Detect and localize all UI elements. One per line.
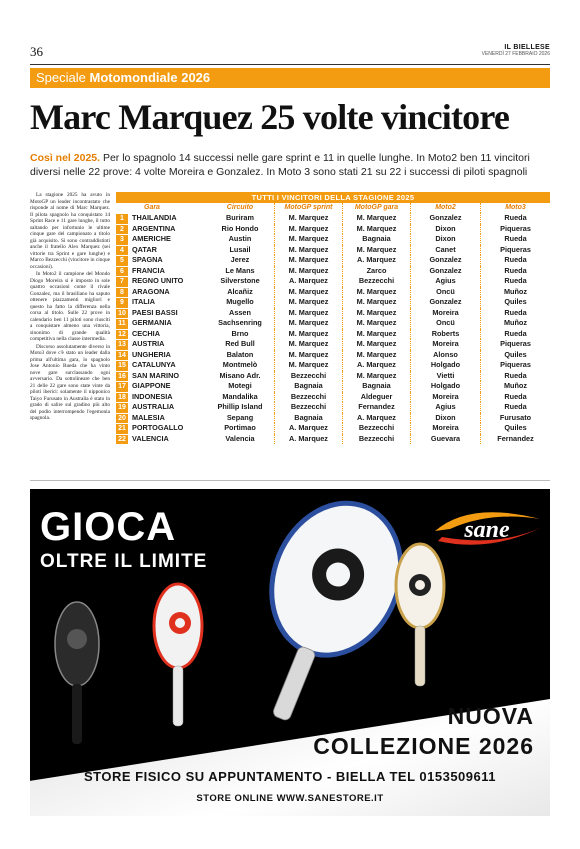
race-number-cell bbox=[116, 381, 130, 392]
header-spacer bbox=[116, 203, 130, 213]
motogp-race-winner: M. Marquez bbox=[342, 350, 410, 361]
motogp-race-winner: M. Marquez bbox=[342, 245, 410, 256]
race-country: AUSTRALIA bbox=[132, 402, 175, 411]
deck-lead: Così nel 2025. bbox=[30, 152, 101, 164]
moto3-winner: Muñoz bbox=[480, 381, 550, 392]
motogp-race-winner: Bezzecchi bbox=[342, 423, 410, 434]
issue-date: VENERDÌ 27 FEBBRAIO 2026 bbox=[481, 51, 550, 57]
logo-wordmark: sane bbox=[464, 517, 510, 543]
race-circuit: Mugello bbox=[226, 297, 254, 306]
motogp-race-winner: M. Marquez bbox=[342, 287, 410, 298]
race-number-cell bbox=[116, 392, 130, 403]
race-number-badge: 7 bbox=[116, 277, 128, 287]
race-circuit: Red Bull bbox=[225, 339, 255, 348]
race-circuit: Balaton bbox=[226, 349, 254, 359]
ad-collezione: COLLEZIONE 2026 bbox=[313, 733, 534, 759]
table-row bbox=[116, 371, 550, 382]
motogp-sprint-winner: M. Marquez bbox=[274, 329, 342, 340]
motogp-sprint-winner: M. Marquez bbox=[274, 339, 342, 350]
race-circuit: Phillip Island bbox=[217, 402, 263, 411]
motogp-sprint-winner: Bezzecchi bbox=[274, 371, 342, 382]
section-prefix: Speciale bbox=[36, 70, 86, 85]
race-circuit: Sachsenring bbox=[218, 318, 262, 327]
article-body bbox=[30, 192, 110, 423]
race-country: GERMANIA bbox=[132, 318, 172, 327]
race-circuit: Misano Adr. bbox=[219, 370, 261, 380]
moto2-winner: Holgado bbox=[410, 360, 480, 371]
body-paragraph: In Moto2 il campione del Mondo Diogo Moreira si è imposto in sole quattro occasioni come il rivale Gonzalez, ma il brasiliano ha saputo ottenere piazzamenti migliori e questo ha fatto la differenza nella corsa al titolo. Sulle 22 prove in calendario ben 11 piloti sono riusciti a conquistare almeno una vittoria, sinonimo di grande qualità competitiva nella classe intermedia. bbox=[30, 271, 110, 342]
moto3-winner: Muñoz bbox=[480, 287, 550, 298]
race-number-badge: 4 bbox=[116, 246, 128, 256]
moto3-winner: Piqueras bbox=[480, 245, 550, 256]
race-number-cell bbox=[116, 297, 130, 308]
race-circuit: Motegi bbox=[228, 381, 252, 390]
table-row bbox=[116, 297, 550, 308]
table-row bbox=[116, 402, 550, 413]
race-number-badge: 2 bbox=[116, 225, 128, 235]
article-deck bbox=[30, 151, 554, 179]
table-row bbox=[116, 266, 550, 277]
race-country: FRANCIA bbox=[132, 265, 165, 275]
race-country: REGNO UNITO bbox=[132, 276, 184, 285]
motogp-sprint-winner: Bagnaia bbox=[274, 413, 342, 424]
race-country: GIAPPONE bbox=[132, 381, 171, 390]
motogp-sprint-winner: M. Marquez bbox=[274, 266, 342, 277]
table-row bbox=[116, 234, 550, 245]
moto2-winner: Gonzalez bbox=[410, 255, 480, 266]
motogp-race-winner: A. Marquez bbox=[342, 255, 410, 266]
moto3-winner: Rueda bbox=[480, 371, 550, 382]
table-row bbox=[116, 276, 550, 287]
motogp-sprint-winner: M. Marquez bbox=[274, 255, 342, 266]
moto3-winner: Quiles bbox=[480, 297, 550, 308]
moto2-winner: Moreira bbox=[410, 308, 480, 319]
motogp-race-winner: M. Marquez bbox=[342, 329, 410, 340]
race-number-cell bbox=[116, 234, 130, 245]
motogp-race-winner: Bezzecchi bbox=[342, 434, 410, 445]
motogp-sprint-winner: M. Marquez bbox=[274, 297, 342, 308]
race-country: THAILANDIA bbox=[132, 213, 177, 222]
motogp-sprint-winner: M. Marquez bbox=[274, 318, 342, 329]
table-row bbox=[116, 413, 550, 424]
race-country: AMERICHE bbox=[132, 234, 171, 243]
race-country: AUSTRIA bbox=[132, 339, 165, 348]
header-motogp-sprint: MotoGP sprint bbox=[274, 203, 342, 213]
article-headline: Marc Marquez 25 volte vincitore bbox=[30, 97, 510, 137]
motogp-race-winner: M. Marquez bbox=[342, 371, 410, 382]
body-paragraph: La stagione 2025 ha avuto in MotoGP un leader incontrastato che risponde al nome di Marc Marquez. Il pilota spagnolo ha conquistato 14 Sprint Race e 11 gare lunghe, il tutto saltando per infortunio le ultime cinque gare del campionato a titolo già acquisito. Si sono contraddistinti anche il fratello Alex Marquez (sei vittorie tra Sprint e gare lunghe) e Marco Bezzecchi (vincitore in cinque occasioni). bbox=[30, 192, 110, 270]
race-country: PAESI BASSI bbox=[132, 307, 178, 317]
race-number-badge: 14 bbox=[116, 351, 128, 361]
race-country: SAN MARINO bbox=[132, 370, 180, 380]
race-circuit: Silverstone bbox=[220, 276, 260, 285]
race-circuit: Mandalika bbox=[222, 391, 258, 401]
race-number-cell bbox=[116, 224, 130, 235]
motogp-race-winner: Bezzecchi bbox=[342, 276, 410, 287]
moto3-winner: Rueda bbox=[480, 213, 550, 224]
table-row bbox=[116, 350, 550, 361]
ad-nuova: NUOVA bbox=[447, 703, 534, 729]
motogp-race-winner: M. Marquez bbox=[342, 213, 410, 224]
table-row bbox=[116, 381, 550, 392]
table-row bbox=[116, 213, 550, 224]
moto2-winner: Agius bbox=[410, 402, 480, 413]
table-row bbox=[116, 339, 550, 350]
motogp-race-winner: M. Marquez bbox=[342, 297, 410, 308]
race-number-cell bbox=[116, 434, 130, 445]
motogp-sprint-winner: M. Marquez bbox=[274, 350, 342, 361]
motogp-race-winner: A. Marquez bbox=[342, 360, 410, 371]
racket-red-icon bbox=[150, 581, 206, 731]
race-number-cell bbox=[116, 371, 130, 382]
table-row bbox=[116, 360, 550, 371]
newspaper-name: IL BIELLESE bbox=[504, 44, 550, 51]
moto2-winner: Moreira bbox=[410, 392, 480, 403]
motogp-sprint-winner: M. Marquez bbox=[274, 213, 342, 224]
motogp-sprint-winner: M. Marquez bbox=[274, 224, 342, 235]
race-country: ARAGONA bbox=[132, 286, 170, 296]
race-number-cell bbox=[116, 350, 130, 361]
header-moto2: Moto2 bbox=[410, 203, 480, 213]
race-number-badge: 10 bbox=[116, 309, 128, 319]
moto3-winner: Piqueras bbox=[480, 224, 550, 235]
table-row bbox=[116, 255, 550, 266]
winners-table bbox=[116, 192, 550, 444]
moto2-winner: Gonzalez bbox=[410, 266, 480, 277]
moto2-winner: Gonzalez bbox=[410, 213, 480, 224]
header-motogp-gara: MotoGP gara bbox=[342, 203, 410, 213]
ad-headline: GIOCA bbox=[40, 505, 177, 549]
motogp-sprint-winner: Bezzecchi bbox=[274, 392, 342, 403]
table-body bbox=[116, 213, 550, 444]
moto3-winner: Muñoz bbox=[480, 318, 550, 329]
racket-gold-icon bbox=[392, 541, 448, 691]
race-country: QATAR bbox=[132, 244, 157, 254]
deck-text: Per lo spagnolo 14 successi nelle gare sprint e 11 in quelle lunghe. In Moto2 ben 11 vincitori diversi nelle 22 prove: 4 volte Moreira e Gonzalez. In Moto 3 sono stati 21 su 22 i successi di piloti spagnoli bbox=[30, 152, 530, 178]
moto2-winner: Dixon bbox=[410, 413, 480, 424]
table-row bbox=[116, 434, 550, 445]
race-country: CECHIA bbox=[132, 328, 160, 338]
race-number-cell bbox=[116, 213, 130, 224]
moto2-winner: Oncü bbox=[410, 318, 480, 329]
race-number-badge: 20 bbox=[116, 414, 128, 424]
race-number-cell bbox=[116, 308, 130, 319]
race-number-cell bbox=[116, 329, 130, 340]
motogp-race-winner: M. Marquez bbox=[342, 308, 410, 319]
moto2-winner: Canet bbox=[410, 245, 480, 256]
motogp-race-winner: Bagnaia bbox=[342, 381, 410, 392]
race-country: MALESIA bbox=[132, 412, 165, 422]
race-number-cell bbox=[116, 255, 130, 266]
table-row bbox=[116, 224, 550, 235]
motogp-sprint-winner: A. Marquez bbox=[274, 434, 342, 445]
race-circuit: Portimao bbox=[224, 423, 256, 432]
moto3-winner: Rueda bbox=[480, 266, 550, 277]
table-row bbox=[116, 392, 550, 403]
race-number-cell bbox=[116, 402, 130, 413]
motogp-sprint-winner: M. Marquez bbox=[274, 287, 342, 298]
moto2-winner: Gonzalez bbox=[410, 297, 480, 308]
race-number-cell bbox=[116, 276, 130, 287]
article-bottom-divider bbox=[30, 480, 550, 481]
moto2-winner: Oncü bbox=[410, 287, 480, 298]
table-row bbox=[116, 245, 550, 256]
moto2-winner: Agius bbox=[410, 276, 480, 287]
motogp-sprint-winner: M. Marquez bbox=[274, 360, 342, 371]
ad-subheadline: OLTRE IL LIMITE bbox=[40, 551, 208, 572]
race-number-cell bbox=[116, 245, 130, 256]
race-number-badge: 5 bbox=[116, 256, 128, 266]
section-bar bbox=[30, 68, 550, 88]
race-number-badge: 18 bbox=[116, 393, 128, 403]
motogp-race-winner: Zarco bbox=[342, 266, 410, 277]
sane-advertisement bbox=[30, 489, 550, 816]
moto3-winner: Rueda bbox=[480, 255, 550, 266]
moto3-winner: Quiles bbox=[480, 350, 550, 361]
header-gara: Gara bbox=[144, 204, 160, 211]
race-number-cell bbox=[116, 423, 130, 434]
race-circuit: Assen bbox=[229, 307, 251, 317]
race-circuit: Jerez bbox=[230, 255, 250, 264]
race-number-cell bbox=[116, 413, 130, 424]
motogp-race-winner: Aldeguer bbox=[342, 392, 410, 403]
moto2-winner: Dixon bbox=[410, 234, 480, 245]
race-country: PORTOGALLO bbox=[132, 423, 184, 432]
race-number-badge: 17 bbox=[116, 382, 128, 392]
moto2-winner: Alonso bbox=[410, 350, 480, 361]
race-number-badge: 21 bbox=[116, 424, 128, 434]
race-circuit: Sepang bbox=[226, 412, 254, 422]
race-country: UNGHERIA bbox=[132, 349, 171, 359]
race-circuit: Brno bbox=[231, 328, 249, 338]
race-number-cell bbox=[116, 287, 130, 298]
race-circuit: Montmelò bbox=[222, 360, 258, 369]
race-number-badge: 19 bbox=[116, 403, 128, 413]
motogp-sprint-winner: Bagnaia bbox=[274, 381, 342, 392]
moto3-winner: Rueda bbox=[480, 308, 550, 319]
race-number-cell bbox=[116, 266, 130, 277]
race-circuit: Rio Hondo bbox=[221, 223, 259, 233]
moto2-winner: Guevara bbox=[410, 434, 480, 445]
race-number-badge: 15 bbox=[116, 361, 128, 371]
table-row bbox=[116, 329, 550, 340]
moto2-winner: Vietti bbox=[410, 371, 480, 382]
race-circuit: Valencia bbox=[225, 433, 255, 443]
motogp-sprint-winner: A. Marquez bbox=[274, 423, 342, 434]
motogp-sprint-winner: Bezzecchi bbox=[274, 402, 342, 413]
race-number-cell bbox=[116, 318, 130, 329]
motogp-race-winner: Fernandez bbox=[342, 402, 410, 413]
moto3-winner: Rueda bbox=[480, 234, 550, 245]
table-row bbox=[116, 423, 550, 434]
top-divider bbox=[30, 64, 550, 65]
motogp-race-winner: M. Marquez bbox=[342, 224, 410, 235]
header-moto3: Moto3 bbox=[480, 203, 550, 213]
race-country: SPAGNA bbox=[132, 255, 163, 264]
racket-dark-icon bbox=[52, 599, 102, 749]
race-number-badge: 12 bbox=[116, 330, 128, 340]
motogp-race-winner: A. Marquez bbox=[342, 413, 410, 424]
race-number-cell bbox=[116, 360, 130, 371]
moto3-winner: Fernandez bbox=[480, 434, 550, 445]
race-number-badge: 16 bbox=[116, 372, 128, 382]
race-country: CATALUNYA bbox=[132, 360, 176, 369]
race-circuit: Buriram bbox=[226, 213, 254, 222]
race-number-badge: 13 bbox=[116, 340, 128, 350]
moto2-winner: Holgado bbox=[410, 381, 480, 392]
race-country: ITALIA bbox=[132, 297, 155, 306]
race-circuit: Lusail bbox=[229, 244, 251, 254]
ad-store-info: STORE FISICO SU APPUNTAMENTO - BIELLA TEL 0153509611 bbox=[83, 769, 496, 784]
race-circuit: Le Mans bbox=[225, 265, 255, 275]
page-number: 36 bbox=[30, 44, 43, 59]
race-number-badge: 3 bbox=[116, 235, 128, 245]
moto3-winner: Rueda bbox=[480, 392, 550, 403]
moto3-winner: Piqueras bbox=[480, 339, 550, 350]
moto2-winner: Roberts bbox=[410, 329, 480, 340]
table-row bbox=[116, 287, 550, 298]
race-country: INDONESIA bbox=[132, 391, 173, 401]
motogp-race-winner: M. Marquez bbox=[342, 318, 410, 329]
motogp-sprint-winner: M. Marquez bbox=[274, 245, 342, 256]
table-row bbox=[116, 318, 550, 329]
masthead bbox=[482, 44, 550, 57]
race-circuit: Austin bbox=[228, 234, 252, 243]
table-title: TUTTI I VINCITORI DELLA STAGIONE 2025 bbox=[116, 192, 550, 203]
motogp-sprint-winner: M. Marquez bbox=[274, 234, 342, 245]
moto3-winner: Rueda bbox=[480, 329, 550, 340]
race-circuit: Alcañiz bbox=[227, 286, 253, 296]
ad-online-store: STORE ONLINE WWW.SANESTORE.IT bbox=[196, 793, 384, 804]
motogp-sprint-winner: A. Marquez bbox=[274, 276, 342, 287]
moto2-winner: Moreira bbox=[410, 423, 480, 434]
race-number-badge: 9 bbox=[116, 298, 128, 308]
moto2-winner: Moreira bbox=[410, 339, 480, 350]
race-country: ARGENTINA bbox=[132, 223, 176, 233]
moto3-winner: Rueda bbox=[480, 276, 550, 287]
table-row bbox=[116, 308, 550, 319]
race-number-badge: 1 bbox=[116, 214, 128, 224]
moto3-winner: Quiles bbox=[480, 423, 550, 434]
race-number-badge: 8 bbox=[116, 288, 128, 298]
header-circuito: Circuito bbox=[226, 204, 254, 211]
racket-blue-icon bbox=[240, 497, 410, 732]
motogp-sprint-winner: M. Marquez bbox=[274, 308, 342, 319]
moto3-winner: Rueda bbox=[480, 402, 550, 413]
race-number-badge: 22 bbox=[116, 435, 128, 445]
motogp-race-winner: Bagnaia bbox=[342, 234, 410, 245]
section-name: Motomondiale 2026 bbox=[89, 70, 211, 85]
moto3-winner: Piqueras bbox=[480, 360, 550, 371]
table-header-row bbox=[116, 203, 550, 213]
race-number-cell bbox=[116, 339, 130, 350]
moto2-winner: Dixon bbox=[410, 224, 480, 235]
moto3-winner: Furusato bbox=[480, 413, 550, 424]
race-number-badge: 11 bbox=[116, 319, 128, 329]
race-country: VALENCIA bbox=[132, 433, 169, 443]
motogp-race-winner: M. Marquez bbox=[342, 339, 410, 350]
race-number-badge: 6 bbox=[116, 267, 128, 277]
body-paragraph: Discorso assolutamente diverso in Moto3 dove c'è stato un leader dalla prima all'ultima gara, lo spagnolo Jose Antonio Rueda che ha vinto nove gare surclassando ogni avversario. Da sottolineare che ben 21 delle 22 gare sono state vinte da piloti iberici: solamente il nipponico Taiyo Furusato in Australia è stato in grado di salire sul gradino più alto del podio interrompendo l'egemonia spagnola. bbox=[30, 343, 110, 421]
